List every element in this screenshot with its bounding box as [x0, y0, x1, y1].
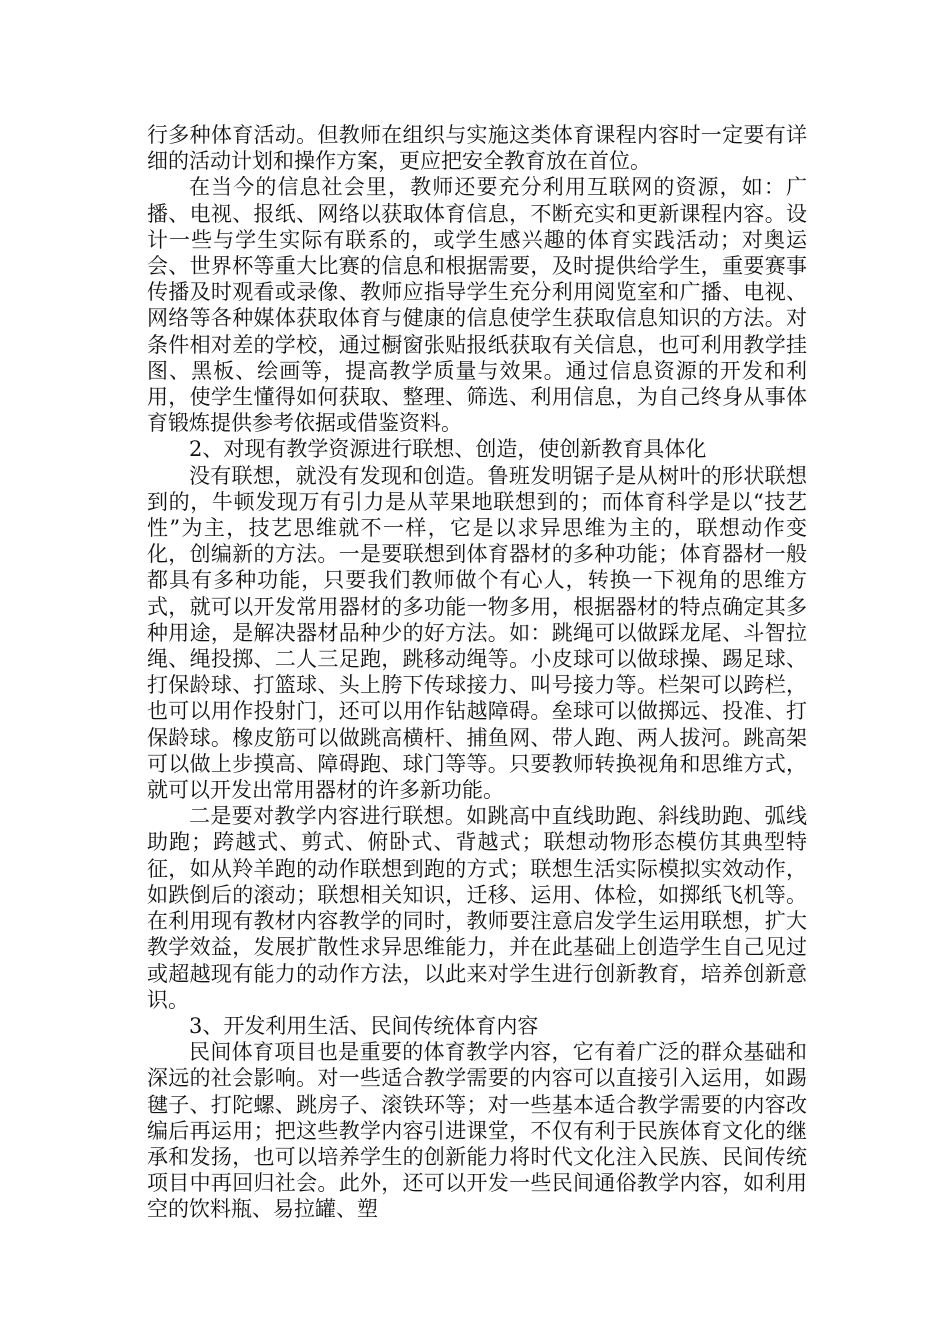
- paragraph-information-resources: 在当今的信息社会里，教师还要充分利用互联网的资源，如：广播、电视、报纸、网络以获取体育信息，不断充实和更新课程内容。设计一些与学生实际有联系的，或学生感兴趣的体育实践活动；对奥运会、世界杯等重大比赛的信息和根据需要，及时提供给学生，重要赛事传播及时观看或录像、教师应指导学生充分利用阅览室和广播、电视、网络等各种媒体获取体育与健康的信息使学生获取信息知识的方法。对条件相对差的学校，通过橱窗张贴报纸获取有关信息，也可利用教学挂图、黑板、绘画等，提高教学质量与效果。通过信息资源的开发和利用，使学生懂得如何获取、整理、筛选、利用信息，为自己终身从事体育锻炼提供参考依据或借鉴资料。: [147, 175, 807, 436]
- paragraph-association-content: 二是要对教学内容进行联想。如跳高中直线助跑、斜线助跑、弧线助跑；跨越式、剪式、俯卧式、背越式；联想动物形态模仿其典型特征，如从羚羊跑的动作联想到跑的方式；联想生活实际模拟实效动作，如跌倒后的滚动；联想相关知识，迁移、运用、体检，如掷纸飞机等。在利用现有教材内容教学的同时，教师要注意启发学生运用联想，扩大教学效益，发展扩散性求异思维能力，并在此基础上创造学生自己见过或超越现有能力的动作方法，以此来对学生进行创新教育，培养创新意识。: [147, 804, 807, 1012]
- paragraph-association-equipment: 没有联想，就没有发现和创造。鲁班发明锯子是从树叶的形状联想到的，牛顿发现万有引力是从苹果地联想到的；而体育科学是以“技艺性”为主，技艺思维就不一样，它是以求异思维为主的，联想动作变化，创编新的方法。一是要联想到体育器材的多种功能；体育器材一般都具有多种功能，只要我们教师做个有心人，转换一下视角的思维方式，就可以开发常用器材的多功能一物多用，根据器材的特点确定其多种用途，是解决器材品种少的好方法。如：跳绳可以做踩龙尾、斗智拉绳、绳投掷、二人三足跑，跳移动绳等。小皮球可以做球操、踢足球、打保龄球、打篮球、头上胯下传球接力、叫号接力等。栏架可以跨栏，也可以用作投射门，还可以用作钻越障碍。垒球可以做掷远、投准、打保龄球。橡皮筋可以做跳高横杆、捕鱼网、带人跑、两人拔河。跳高架可以做上步摸高、障碍跑、球门等等。只要教师转换视角和思维方式，就可以开发出常用器材的许多新功能。: [147, 463, 807, 803]
- section-heading-2: 2、对现有教学资源进行联想、创造，使创新教育具体化: [189, 437, 707, 462]
- paragraph-folk-sports: 民间体育项目也是重要的体育教学内容，它有着广泛的群众基础和深远的社会影响。对一些适合教学需要的内容可以直接引入运用，如踢毽子、打陀螺、跳房子、滚铁环等；对一些基本适合教学需要的内容改编后再运用；把这些教学内容引进课堂，不仅有利于民族体育文化的继承和发扬，也可以培养学生的创新能力将时代文化注入民族、民间传统项目中再回归社会。此外，还可以开发一些民间通俗教学内容，如利用空的饮料瓶、易拉罐、塑: [147, 1040, 807, 1222]
- document-page: [147, 122, 807, 1223]
- section-heading-3: 3、开发利用生活、民间传统体育内容: [189, 1013, 539, 1038]
- paragraph-continued-activities: 行多种体育活动。但教师在组织与实施这类体育课程内容时一定要有详细的活动计划和操作方案，更应把安全教育放在首位。: [147, 123, 807, 174]
